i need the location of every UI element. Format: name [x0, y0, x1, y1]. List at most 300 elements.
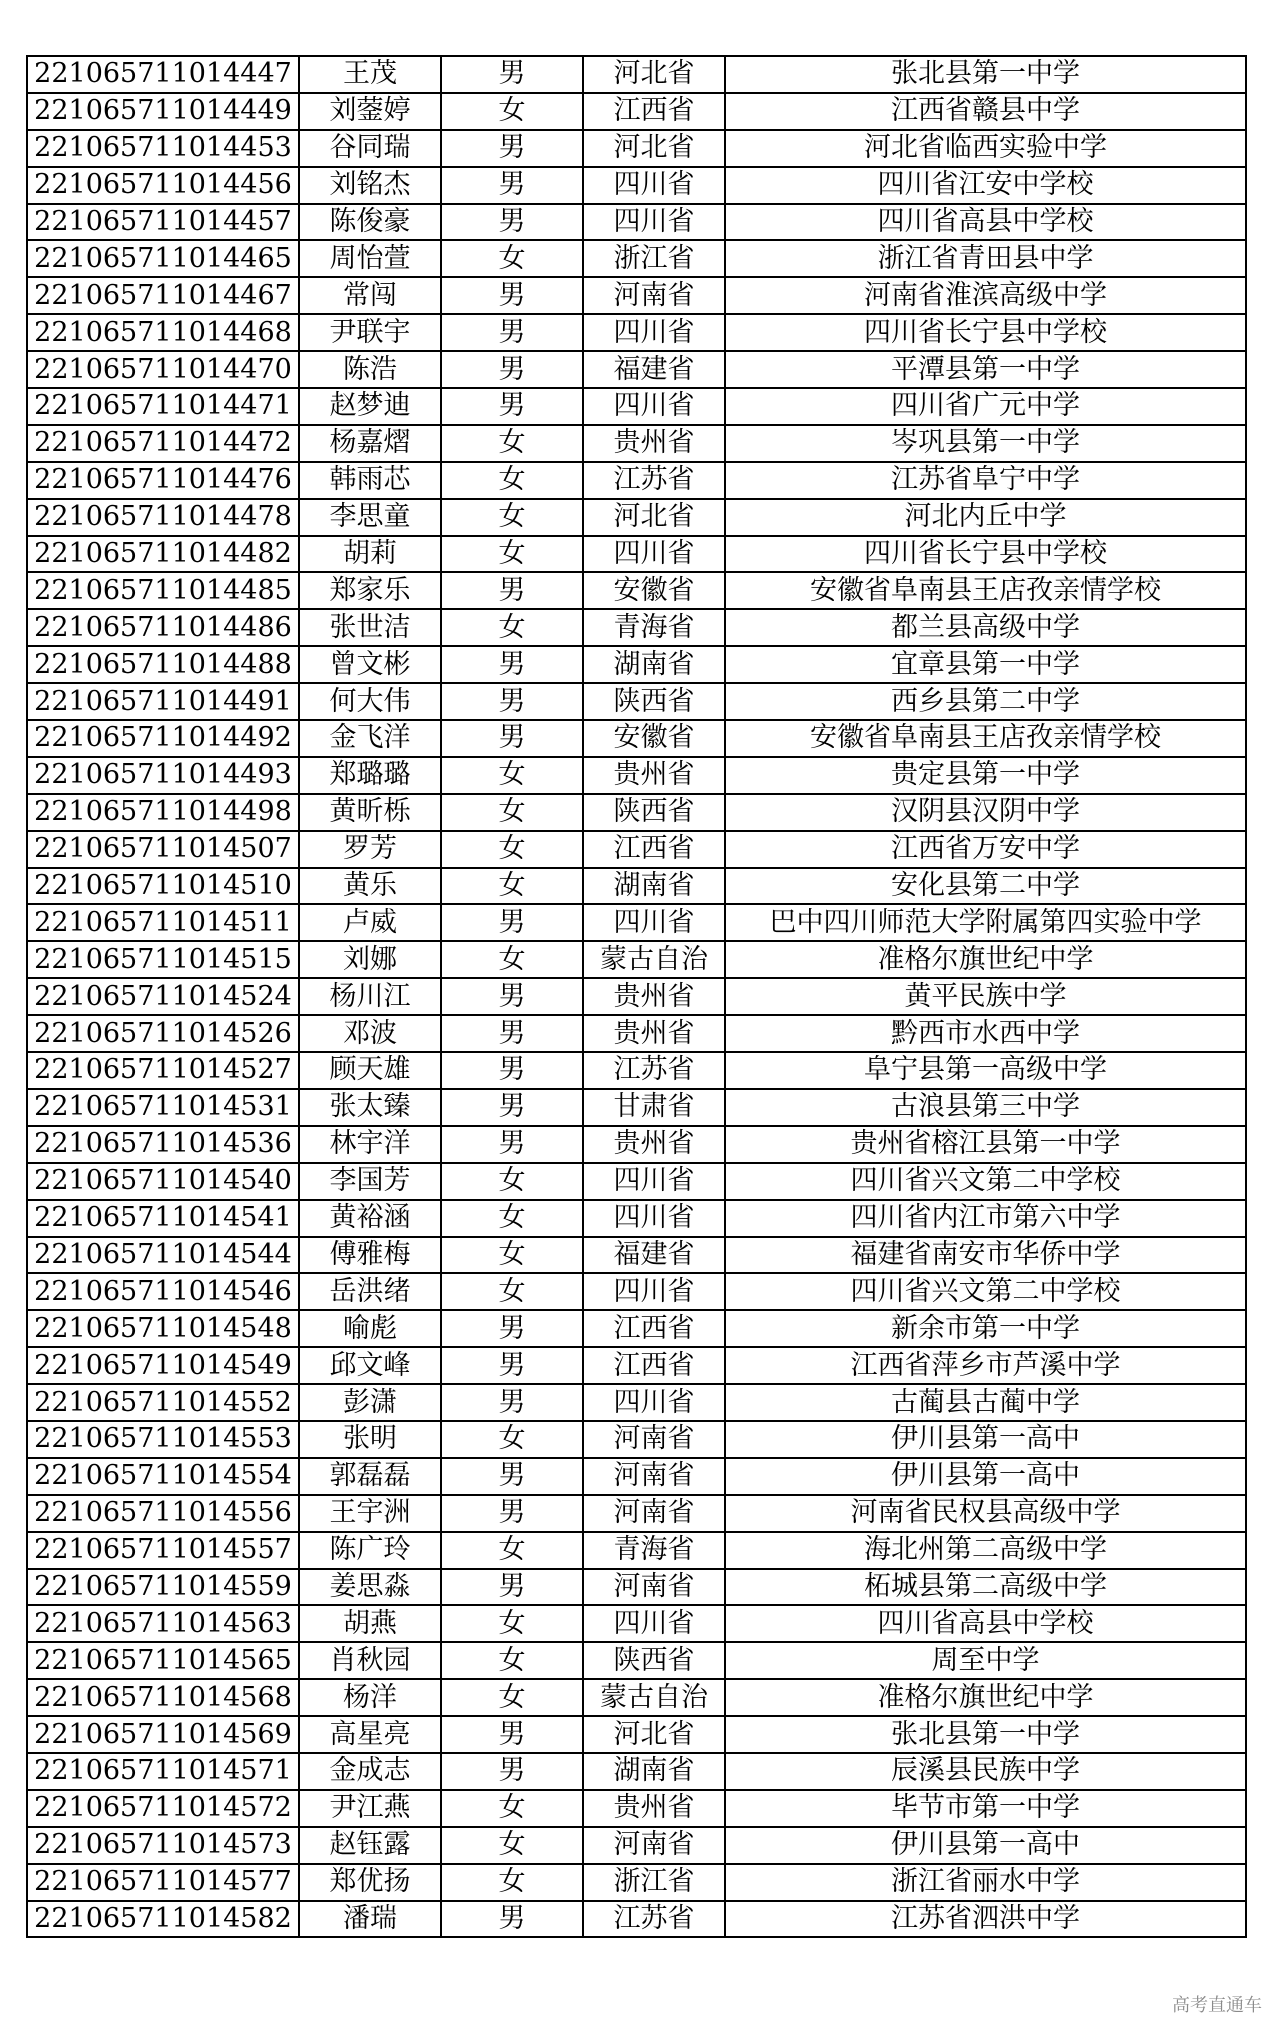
table-row: [27, 1495, 1246, 1532]
province-cell: 四川省: [583, 1200, 725, 1237]
table-row: [27, 1384, 1246, 1421]
table-row: [27, 314, 1246, 351]
table-row: [27, 462, 1246, 499]
table-row: [27, 1790, 1246, 1827]
exam-number-cell: 221065711014449: [27, 93, 299, 130]
gender-cell: 女: [441, 1605, 583, 1642]
gender-cell: 女: [441, 1421, 583, 1458]
name-cell: 黄乐: [299, 868, 441, 905]
table-row: [27, 1421, 1246, 1458]
exam-number-cell: 221065711014546: [27, 1273, 299, 1310]
province-cell: 河北省: [583, 499, 725, 536]
gender-cell: 男: [441, 1495, 583, 1532]
school-cell: 四川省江安中学校: [725, 167, 1246, 204]
gender-cell: 男: [441, 204, 583, 241]
exam-number-cell: 221065711014569: [27, 1716, 299, 1753]
gender-cell: 男: [441, 1089, 583, 1126]
school-cell: 周至中学: [725, 1642, 1246, 1679]
table-row: [27, 167, 1246, 204]
province-cell: 江西省: [583, 831, 725, 868]
exam-number-cell: 221065711014553: [27, 1421, 299, 1458]
exam-number-cell: 221065711014465: [27, 240, 299, 277]
school-cell: 河北省临西实验中学: [725, 130, 1246, 167]
exam-number-cell: 221065711014527: [27, 1052, 299, 1089]
school-cell: 贵州省榕江县第一中学: [725, 1126, 1246, 1163]
exam-number-cell: 221065711014565: [27, 1642, 299, 1679]
table-row: [27, 720, 1246, 757]
exam-number-cell: 221065711014482: [27, 536, 299, 573]
gender-cell: 男: [441, 683, 583, 720]
name-cell: 邱文峰: [299, 1347, 441, 1384]
exam-number-cell: 221065711014573: [27, 1827, 299, 1864]
gender-cell: 男: [441, 1716, 583, 1753]
school-cell: 江西省赣县中学: [725, 93, 1246, 130]
school-cell: 河北内丘中学: [725, 499, 1246, 536]
gender-cell: 男: [441, 1126, 583, 1163]
exam-number-cell: 221065711014471: [27, 388, 299, 425]
school-cell: 海北州第二高级中学: [725, 1532, 1246, 1569]
school-cell: 都兰县高级中学: [725, 609, 1246, 646]
gender-cell: 女: [441, 1237, 583, 1274]
gender-cell: 女: [441, 499, 583, 536]
table-row: [27, 1015, 1246, 1052]
province-cell: 青海省: [583, 1532, 725, 1569]
school-cell: 新余市第一中学: [725, 1310, 1246, 1347]
province-cell: 四川省: [583, 388, 725, 425]
gender-cell: 男: [441, 646, 583, 683]
table-row: [27, 1126, 1246, 1163]
school-cell: 辰溪县民族中学: [725, 1753, 1246, 1790]
gender-cell: 男: [441, 388, 583, 425]
name-cell: 尹江燕: [299, 1790, 441, 1827]
name-cell: 李国芳: [299, 1163, 441, 1200]
province-cell: 江西省: [583, 93, 725, 130]
exam-number-cell: 221065711014554: [27, 1458, 299, 1495]
gender-cell: 男: [441, 572, 583, 609]
exam-number-cell: 221065711014511: [27, 904, 299, 941]
school-cell: 江苏省泗洪中学: [725, 1901, 1246, 1938]
name-cell: 张明: [299, 1421, 441, 1458]
exam-number-cell: 221065711014536: [27, 1126, 299, 1163]
table-row: [27, 536, 1246, 573]
exam-number-cell: 221065711014486: [27, 609, 299, 646]
name-cell: 刘铭杰: [299, 167, 441, 204]
gender-cell: 女: [441, 1790, 583, 1827]
name-cell: 郑优扬: [299, 1864, 441, 1901]
table-row: [27, 425, 1246, 462]
name-cell: 郑璐璐: [299, 757, 441, 794]
name-cell: 陈俊豪: [299, 204, 441, 241]
exam-number-cell: 221065711014572: [27, 1790, 299, 1827]
gender-cell: 男: [441, 1901, 583, 1938]
gender-cell: 女: [441, 1827, 583, 1864]
table-row: [27, 683, 1246, 720]
province-cell: 河北省: [583, 1716, 725, 1753]
province-cell: 安徽省: [583, 572, 725, 609]
school-cell: 四川省长宁县中学校: [725, 314, 1246, 351]
gender-cell: 男: [441, 277, 583, 314]
province-cell: 福建省: [583, 351, 725, 388]
province-cell: 贵州省: [583, 757, 725, 794]
gender-cell: 女: [441, 609, 583, 646]
exam-number-cell: 221065711014478: [27, 499, 299, 536]
school-cell: 河南省淮滨高级中学: [725, 277, 1246, 314]
name-cell: 李思童: [299, 499, 441, 536]
gender-cell: 女: [441, 1864, 583, 1901]
table-row: [27, 868, 1246, 905]
name-cell: 刘娜: [299, 941, 441, 978]
roster-body: [27, 56, 1246, 1937]
gender-cell: 女: [441, 1532, 583, 1569]
gender-cell: 女: [441, 425, 583, 462]
name-cell: 岳洪绪: [299, 1273, 441, 1310]
gender-cell: 男: [441, 1569, 583, 1606]
gender-cell: 男: [441, 1458, 583, 1495]
province-cell: 四川省: [583, 1273, 725, 1310]
gender-cell: 女: [441, 240, 583, 277]
school-cell: 安徽省阜南县王店孜亲情学校: [725, 572, 1246, 609]
gender-cell: 男: [441, 351, 583, 388]
school-cell: 四川省内江市第六中学: [725, 1200, 1246, 1237]
name-cell: 王宇洲: [299, 1495, 441, 1532]
province-cell: 贵州省: [583, 1126, 725, 1163]
name-cell: 姜思淼: [299, 1569, 441, 1606]
table-row: [27, 1200, 1246, 1237]
gender-cell: 女: [441, 1679, 583, 1716]
name-cell: 曾文彬: [299, 646, 441, 683]
table-row: [27, 646, 1246, 683]
school-cell: 浙江省青田县中学: [725, 240, 1246, 277]
exam-number-cell: 221065711014568: [27, 1679, 299, 1716]
province-cell: 河北省: [583, 130, 725, 167]
name-cell: 黄裕涵: [299, 1200, 441, 1237]
name-cell: 彭潇: [299, 1384, 441, 1421]
exam-number-cell: 221065711014524: [27, 978, 299, 1015]
province-cell: 陕西省: [583, 794, 725, 831]
table-row: [27, 1052, 1246, 1089]
exam-number-cell: 221065711014544: [27, 1237, 299, 1274]
province-cell: 江西省: [583, 1347, 725, 1384]
school-cell: 张北县第一中学: [725, 1716, 1246, 1753]
exam-number-cell: 221065711014540: [27, 1163, 299, 1200]
school-cell: 安化县第二中学: [725, 868, 1246, 905]
school-cell: 江西省万安中学: [725, 831, 1246, 868]
province-cell: 浙江省: [583, 240, 725, 277]
table-row: [27, 388, 1246, 425]
province-cell: 四川省: [583, 314, 725, 351]
school-cell: 古浪县第三中学: [725, 1089, 1246, 1126]
exam-number-cell: 221065711014552: [27, 1384, 299, 1421]
gender-cell: 男: [441, 130, 583, 167]
name-cell: 周怡萱: [299, 240, 441, 277]
exam-number-cell: 221065711014582: [27, 1901, 299, 1938]
table-row: [27, 904, 1246, 941]
gender-cell: 男: [441, 56, 583, 93]
gender-cell: 男: [441, 1384, 583, 1421]
school-cell: 四川省兴文第二中学校: [725, 1273, 1246, 1310]
school-cell: 汉阴县汉阴中学: [725, 794, 1246, 831]
province-cell: 甘肃省: [583, 1089, 725, 1126]
exam-number-cell: 221065711014472: [27, 425, 299, 462]
school-cell: 宜章县第一中学: [725, 646, 1246, 683]
name-cell: 韩雨芯: [299, 462, 441, 499]
name-cell: 傅雅梅: [299, 1237, 441, 1274]
province-cell: 四川省: [583, 904, 725, 941]
school-cell: 准格尔旗世纪中学: [725, 941, 1246, 978]
exam-number-cell: 221065711014507: [27, 831, 299, 868]
table-row: [27, 1458, 1246, 1495]
school-cell: 岑巩县第一中学: [725, 425, 1246, 462]
exam-number-cell: 221065711014476: [27, 462, 299, 499]
gender-cell: 女: [441, 757, 583, 794]
gender-cell: 女: [441, 941, 583, 978]
name-cell: 高星亮: [299, 1716, 441, 1753]
exam-number-cell: 221065711014488: [27, 646, 299, 683]
province-cell: 四川省: [583, 1384, 725, 1421]
table-row: [27, 1901, 1246, 1938]
gender-cell: 男: [441, 314, 583, 351]
school-cell: 毕节市第一中学: [725, 1790, 1246, 1827]
province-cell: 河北省: [583, 56, 725, 93]
exam-number-cell: 221065711014470: [27, 351, 299, 388]
exam-number-cell: 221065711014453: [27, 130, 299, 167]
gender-cell: 女: [441, 794, 583, 831]
name-cell: 张世洁: [299, 609, 441, 646]
province-cell: 湖南省: [583, 1753, 725, 1790]
school-cell: 浙江省丽水中学: [725, 1864, 1246, 1901]
province-cell: 浙江省: [583, 1864, 725, 1901]
school-cell: 四川省兴文第二中学校: [725, 1163, 1246, 1200]
school-cell: 河南省民权县高级中学: [725, 1495, 1246, 1532]
table-row: [27, 93, 1246, 130]
table-row: [27, 1532, 1246, 1569]
exam-number-cell: 221065711014491: [27, 683, 299, 720]
table-row: [27, 794, 1246, 831]
province-cell: 河南省: [583, 1569, 725, 1606]
school-cell: 四川省高县中学校: [725, 204, 1246, 241]
gender-cell: 男: [441, 720, 583, 757]
name-cell: 罗芳: [299, 831, 441, 868]
province-cell: 河南省: [583, 1458, 725, 1495]
exam-number-cell: 221065711014559: [27, 1569, 299, 1606]
gender-cell: 男: [441, 167, 583, 204]
gender-cell: 男: [441, 1052, 583, 1089]
gender-cell: 男: [441, 904, 583, 941]
table-row: [27, 1089, 1246, 1126]
name-cell: 郭磊磊: [299, 1458, 441, 1495]
province-cell: 河南省: [583, 1421, 725, 1458]
table-row: [27, 499, 1246, 536]
province-cell: 陕西省: [583, 683, 725, 720]
school-cell: 江苏省阜宁中学: [725, 462, 1246, 499]
name-cell: 杨川江: [299, 978, 441, 1015]
school-cell: 伊川县第一高中: [725, 1421, 1246, 1458]
gender-cell: 女: [441, 462, 583, 499]
exam-number-cell: 221065711014467: [27, 277, 299, 314]
name-cell: 杨洋: [299, 1679, 441, 1716]
name-cell: 黄昕栎: [299, 794, 441, 831]
exam-number-cell: 221065711014563: [27, 1605, 299, 1642]
table-row: [27, 130, 1246, 167]
province-cell: 四川省: [583, 1605, 725, 1642]
gender-cell: 男: [441, 1753, 583, 1790]
province-cell: 贵州省: [583, 1015, 725, 1052]
name-cell: 谷同瑞: [299, 130, 441, 167]
name-cell: 陈广玲: [299, 1532, 441, 1569]
gender-cell: 女: [441, 1200, 583, 1237]
watermark-text: 高考直通车: [1172, 1995, 1262, 2016]
province-cell: 江西省: [583, 1310, 725, 1347]
table-row: [27, 1753, 1246, 1790]
table-row: [27, 1310, 1246, 1347]
name-cell: 尹联宇: [299, 314, 441, 351]
school-cell: 黔西市水西中学: [725, 1015, 1246, 1052]
gender-cell: 女: [441, 1163, 583, 1200]
table-row: [27, 1642, 1246, 1679]
gender-cell: 女: [441, 868, 583, 905]
table-row: [27, 1163, 1246, 1200]
exam-number-cell: 221065711014485: [27, 572, 299, 609]
gender-cell: 女: [441, 93, 583, 130]
school-cell: 四川省广元中学: [725, 388, 1246, 425]
province-cell: 江苏省: [583, 1052, 725, 1089]
name-cell: 顾天雄: [299, 1052, 441, 1089]
table-row: [27, 1569, 1246, 1606]
province-cell: 蒙古自治: [583, 941, 725, 978]
exam-number-cell: 221065711014548: [27, 1310, 299, 1347]
student-roster-table: [26, 55, 1247, 1938]
table-row: [27, 277, 1246, 314]
name-cell: 邓波: [299, 1015, 441, 1052]
name-cell: 刘蓥婷: [299, 93, 441, 130]
province-cell: 蒙古自治: [583, 1679, 725, 1716]
table-row: [27, 56, 1246, 93]
province-cell: 四川省: [583, 1163, 725, 1200]
table-row: [27, 941, 1246, 978]
name-cell: 卢威: [299, 904, 441, 941]
province-cell: 安徽省: [583, 720, 725, 757]
table-row: [27, 1716, 1246, 1753]
name-cell: 张太臻: [299, 1089, 441, 1126]
province-cell: 河南省: [583, 277, 725, 314]
table-row: [27, 572, 1246, 609]
school-cell: 贵定县第一中学: [725, 757, 1246, 794]
exam-number-cell: 221065711014541: [27, 1200, 299, 1237]
gender-cell: 女: [441, 1273, 583, 1310]
table-row: [27, 1864, 1246, 1901]
exam-number-cell: 221065711014498: [27, 794, 299, 831]
school-cell: 张北县第一中学: [725, 56, 1246, 93]
table-row: [27, 351, 1246, 388]
exam-number-cell: 221065711014577: [27, 1864, 299, 1901]
province-cell: 江苏省: [583, 462, 725, 499]
exam-number-cell: 221065711014457: [27, 204, 299, 241]
school-cell: 安徽省阜南县王店孜亲情学校: [725, 720, 1246, 757]
school-cell: 江西省萍乡市芦溪中学: [725, 1347, 1246, 1384]
exam-number-cell: 221065711014557: [27, 1532, 299, 1569]
province-cell: 贵州省: [583, 978, 725, 1015]
province-cell: 贵州省: [583, 1790, 725, 1827]
school-cell: 西乡县第二中学: [725, 683, 1246, 720]
exam-number-cell: 221065711014549: [27, 1347, 299, 1384]
exam-number-cell: 221065711014556: [27, 1495, 299, 1532]
name-cell: 杨嘉熠: [299, 425, 441, 462]
school-cell: 四川省长宁县中学校: [725, 536, 1246, 573]
exam-number-cell: 221065711014492: [27, 720, 299, 757]
province-cell: 福建省: [583, 1237, 725, 1274]
province-cell: 贵州省: [583, 425, 725, 462]
name-cell: 胡燕: [299, 1605, 441, 1642]
table-row: [27, 204, 1246, 241]
table-row: [27, 1273, 1246, 1310]
name-cell: 潘瑞: [299, 1901, 441, 1938]
table-row: [27, 240, 1246, 277]
school-cell: 黄平民族中学: [725, 978, 1246, 1015]
table-row: [27, 978, 1246, 1015]
name-cell: 赵钰露: [299, 1827, 441, 1864]
school-cell: 巴中四川师范大学附属第四实验中学: [725, 904, 1246, 941]
province-cell: 四川省: [583, 167, 725, 204]
name-cell: 郑家乐: [299, 572, 441, 609]
school-cell: 阜宁县第一高级中学: [725, 1052, 1246, 1089]
school-cell: 福建省南安市华侨中学: [725, 1237, 1246, 1274]
gender-cell: 男: [441, 1310, 583, 1347]
province-cell: 江苏省: [583, 1901, 725, 1938]
name-cell: 胡莉: [299, 536, 441, 573]
school-cell: 古蔺县古蔺中学: [725, 1384, 1246, 1421]
school-cell: 平潭县第一中学: [725, 351, 1246, 388]
table-row: [27, 609, 1246, 646]
province-cell: 四川省: [583, 204, 725, 241]
school-cell: 伊川县第一高中: [725, 1827, 1246, 1864]
table-row: [27, 1605, 1246, 1642]
table-row: [27, 831, 1246, 868]
school-cell: 准格尔旗世纪中学: [725, 1679, 1246, 1716]
name-cell: 常闯: [299, 277, 441, 314]
table-row: [27, 1347, 1246, 1384]
gender-cell: 女: [441, 536, 583, 573]
province-cell: 河南省: [583, 1827, 725, 1864]
table-row: [27, 1827, 1246, 1864]
table-row: [27, 1237, 1246, 1274]
name-cell: 王茂: [299, 56, 441, 93]
gender-cell: 男: [441, 978, 583, 1015]
gender-cell: 男: [441, 1015, 583, 1052]
exam-number-cell: 221065711014515: [27, 941, 299, 978]
province-cell: 湖南省: [583, 646, 725, 683]
province-cell: 陕西省: [583, 1642, 725, 1679]
name-cell: 赵梦迪: [299, 388, 441, 425]
school-cell: 四川省高县中学校: [725, 1605, 1246, 1642]
name-cell: 何大伟: [299, 683, 441, 720]
name-cell: 金飞洋: [299, 720, 441, 757]
province-cell: 河南省: [583, 1495, 725, 1532]
exam-number-cell: 221065711014456: [27, 167, 299, 204]
exam-number-cell: 221065711014571: [27, 1753, 299, 1790]
school-cell: 伊川县第一高中: [725, 1458, 1246, 1495]
name-cell: 林宇洋: [299, 1126, 441, 1163]
table-row: [27, 757, 1246, 794]
table-row: [27, 1679, 1246, 1716]
gender-cell: 男: [441, 1347, 583, 1384]
gender-cell: 女: [441, 831, 583, 868]
name-cell: 喻彪: [299, 1310, 441, 1347]
exam-number-cell: 221065711014447: [27, 56, 299, 93]
name-cell: 肖秋园: [299, 1642, 441, 1679]
province-cell: 青海省: [583, 609, 725, 646]
gender-cell: 女: [441, 1642, 583, 1679]
name-cell: 金成志: [299, 1753, 441, 1790]
